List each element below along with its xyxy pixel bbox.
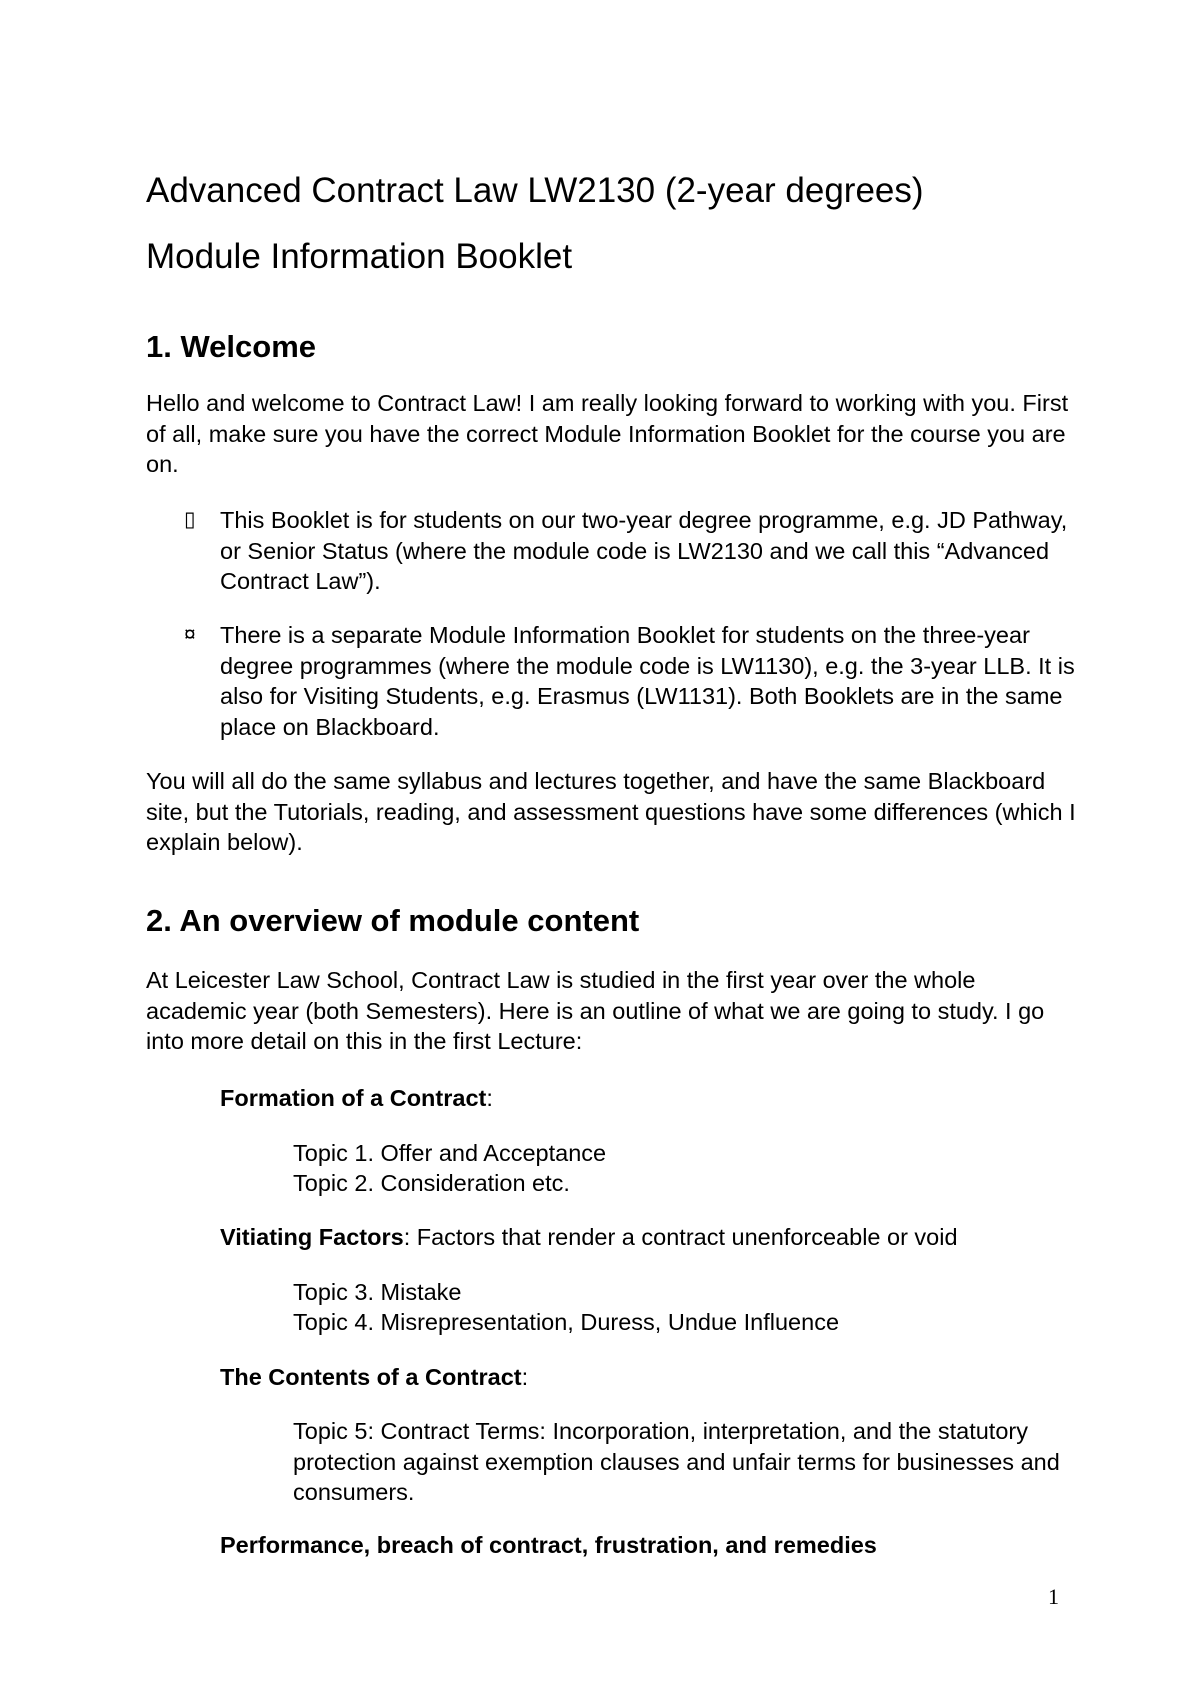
bullet-text: There is a separate Module Information Booklet for students on the three-year degree programmes (where the module code is LW1130), e.g. the 3-year LLB. It is also for Visiting Students, e.g. Erasmus (LW1131). Both Booklets are in the same place on Blackboard.	[220, 622, 1075, 740]
document-title: Advanced Contract Law LW2130 (2-year degrees)	[146, 171, 924, 210]
topic-item: Topic 4. Misrepresentation, Duress, Undue Influence	[293, 1309, 840, 1335]
syllabus-paragraph: You will all do the same syllabus and lectures together, and have the same Blackboard site, but the Tutorials, reading, and assessment questions have some differences (which I explain below).	[146, 768, 1076, 855]
topic-item: Topic 5: Contract Terms: Incorporation, interpretation, and the statutory protection against exemption clauses and unfair terms for businesses and consumers.	[293, 1418, 1060, 1505]
topic-group-heading	[220, 1530, 877, 1561]
overview-paragraph: At Leicester Law School, Contract Law is studied in the first year over the whole academic year (both Semesters). Here is an outline of what we are going to study. I go into more detail on this in the first Lecture:	[146, 967, 1045, 1054]
bullet-marker: ▯	[184, 508, 196, 531]
topic-item: Topic 2. Consideration etc.	[293, 1170, 570, 1196]
topic-group-suffix: :	[486, 1085, 493, 1111]
section-heading-overview: 2. An overview of module content	[146, 903, 640, 938]
page-number: 1	[1048, 1584, 1059, 1609]
topic-group-heading	[220, 1362, 528, 1393]
bullet-text: This Booklet is for students on our two-year degree programme, e.g. JD Pathway, or Senior Status (where the module code is LW2130 and we call this “Advanced Contract Law”).	[220, 507, 1068, 594]
topic-group-heading	[220, 1222, 958, 1253]
section-heading-welcome: 1. Welcome	[146, 329, 317, 364]
welcome-paragraph: Hello and welcome to Contract Law! I am really looking forward to working with you. First of all, make sure you have the correct Module Information Booklet for the course you are on.	[146, 390, 1069, 477]
topic-item: Topic 1. Offer and Acceptance	[293, 1140, 607, 1166]
bullet-marker: ¤	[184, 623, 196, 646]
topic-group-heading	[220, 1083, 493, 1114]
topic-group-title: The Contents of a Contract	[220, 1364, 522, 1390]
document-subtitle: Module Information Booklet	[146, 237, 573, 276]
topic-group-title: Performance, breach of contract, frustration, and remedies	[220, 1532, 877, 1558]
topic-group-suffix: :	[521, 1364, 529, 1390]
topic-group-title: Vitiating Factors	[220, 1224, 404, 1250]
topic-group-suffix: : Factors that render a contract unenforceable or void	[403, 1224, 958, 1250]
topic-item: Topic 3. Mistake	[293, 1279, 462, 1305]
topic-group-title: Formation of a Contract	[220, 1085, 487, 1111]
